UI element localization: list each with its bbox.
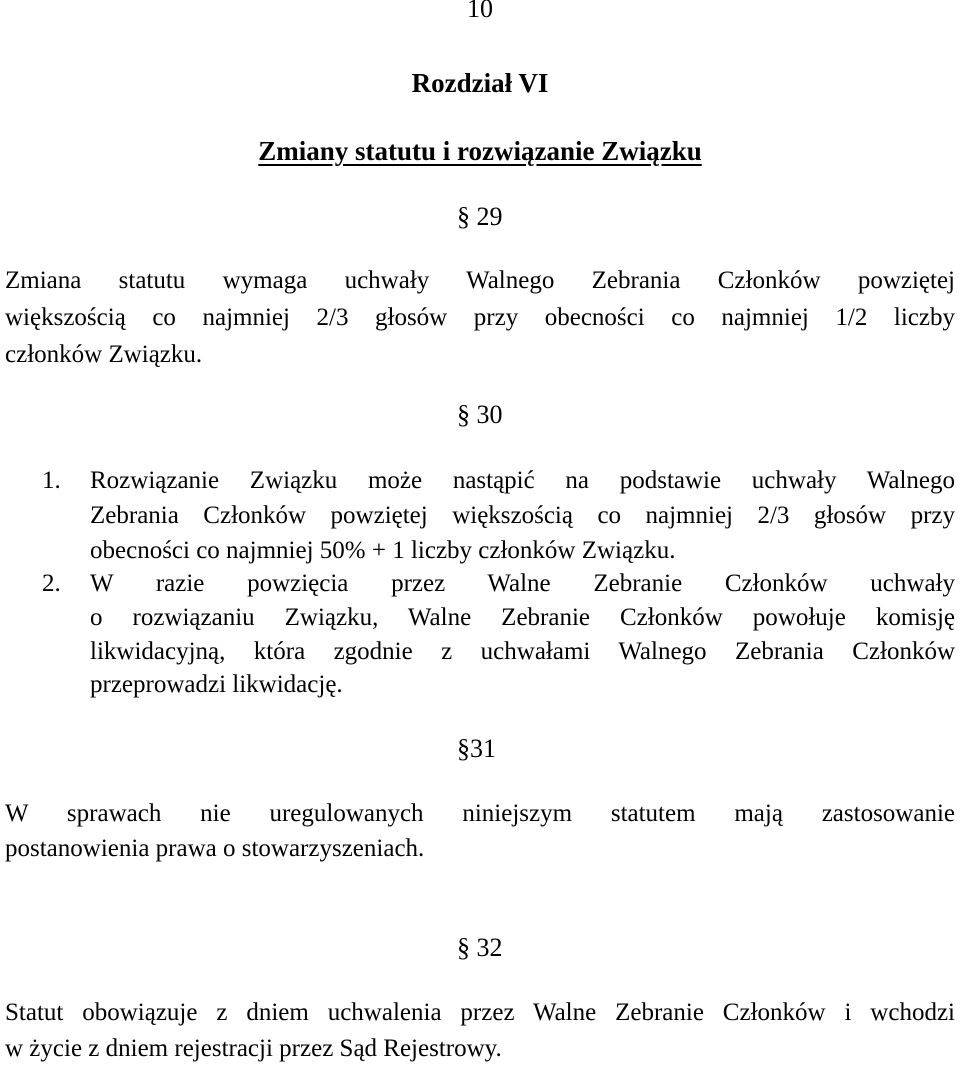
section-31-line-2: postanowienia prawa o stowarzyszeniach. xyxy=(5,835,425,862)
section-31-line-1: W sprawach nie uregulowanych niniejszym statutem mają zastosowanie xyxy=(5,800,955,827)
section-29-line-2: większością co najmniej 2/3 głosów przy obecności co najmniej 1/2 liczby xyxy=(5,304,955,331)
section-30-item-1-number: 1. xyxy=(42,467,61,494)
section-heading-32: § 32 xyxy=(457,933,503,962)
section-30-item-2-line-1: W razie powzięcia przez Walne Zebranie Członków uchwały xyxy=(90,570,955,597)
section-30-item-1-line-2: Zebrania Członków powziętej większością co najmniej 2/3 głosów przy xyxy=(90,502,955,529)
section-heading-31: §31 xyxy=(457,734,496,763)
section-32-line-2: w życie z dniem rejestracji przez Sąd Rejestrowy. xyxy=(5,1035,502,1062)
page-number: 10 xyxy=(467,0,493,23)
section-32-line-1: Statut obowiązuje z dniem uchwalenia przez Walne Zebranie Członków i wchodzi xyxy=(5,999,955,1026)
section-29-line-3: członków Związku. xyxy=(5,341,203,368)
section-30-item-2-line-2: o rozwiązaniu Związku, Walne Zebranie Członków powołuje komisję xyxy=(90,604,955,631)
section-30-item-1-line-1: Rozwiązanie Związku może nastąpić na podstawie uchwały Walnego xyxy=(90,467,955,494)
chapter-title: Rozdział VI xyxy=(411,68,549,98)
chapter-subtitle xyxy=(0,136,960,167)
section-heading-29: § 29 xyxy=(457,202,503,231)
section-30-item-2-line-4: przeprowadzi likwidację. xyxy=(90,671,343,698)
chapter-subtitle-text: Zmiany statutu i rozwiązanie Związku xyxy=(258,136,702,166)
section-30-item-1-line-3: obecności co najmniej 50% + 1 liczby członków Związku. xyxy=(90,537,676,564)
section-30-item-2-line-3: likwidacyjną, która zgodnie z uchwałami Walnego Zebrania Członków xyxy=(90,638,955,665)
section-30-item-2-number: 2. xyxy=(42,570,61,597)
section-heading-30: § 30 xyxy=(457,400,503,429)
section-29-line-1: Zmiana statutu wymaga uchwały Walnego Zebrania Członków powziętej xyxy=(5,267,955,294)
